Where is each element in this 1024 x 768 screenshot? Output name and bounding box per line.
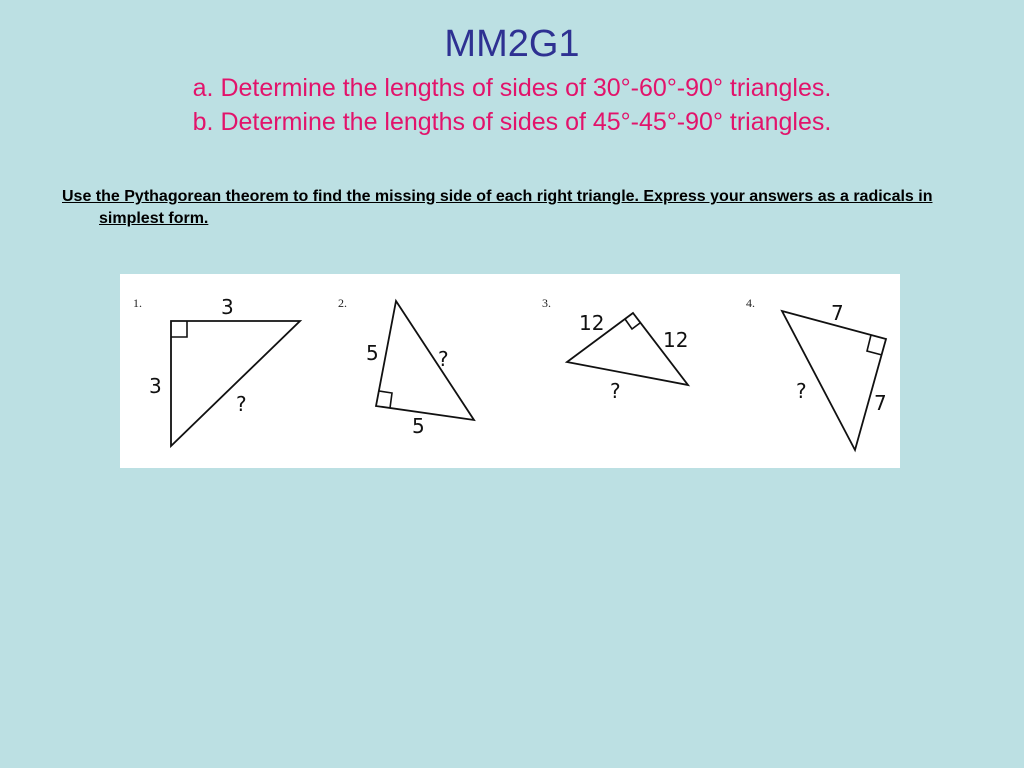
triangle-problems-figure: [120, 274, 900, 468]
problem-1-hypotenuse-label: ?: [236, 392, 247, 416]
problem-3-hypotenuse-label: ?: [610, 379, 621, 403]
objective-b: b. Determine the lengths of sides of 45°-45°-90° triangles.: [192, 108, 832, 136]
problem-4-number: 4.: [746, 296, 755, 310]
problem-1-number: 1.: [133, 296, 142, 310]
problem-2-number: 2.: [338, 296, 347, 310]
triangle-problems-svg: [120, 274, 900, 468]
problem-2: [338, 296, 474, 438]
problem-3-leg-left-label: 12: [579, 311, 605, 335]
problem-1-leg-top-label: 3: [221, 295, 234, 319]
problem-2-hypotenuse-label: ?: [438, 347, 449, 371]
problem-1-leg-left-label: 3: [149, 374, 162, 398]
problem-1-right-angle-mark: [171, 321, 187, 337]
slide-title: MM2G1: [444, 23, 580, 65]
problem-1-triangle: [171, 321, 300, 446]
problem-4: [746, 296, 887, 450]
problem-2-leg-left-label: 5: [366, 341, 379, 365]
problem-2-leg-bottom-label: 5: [412, 414, 425, 438]
objective-a: a. Determine the lengths of sides of 30°-60°-90° triangles.: [192, 74, 832, 102]
problem-4-hypotenuse-label: ?: [796, 379, 807, 403]
problem-3-number: 3.: [542, 296, 551, 310]
problem-3: [542, 296, 688, 403]
problem-4-leg-top-label: 7: [831, 301, 844, 325]
instructions-text: Use the Pythagorean theorem to find the missing side of each right triangle. Express your answers as a radicals in simplest form.: [62, 188, 933, 227]
problem-3-leg-right-label: 12: [663, 328, 689, 352]
problem-2-right-angle-mark: [379, 391, 392, 408]
problem-4-leg-right-label: 7: [874, 391, 887, 415]
problem-1: [133, 295, 300, 446]
